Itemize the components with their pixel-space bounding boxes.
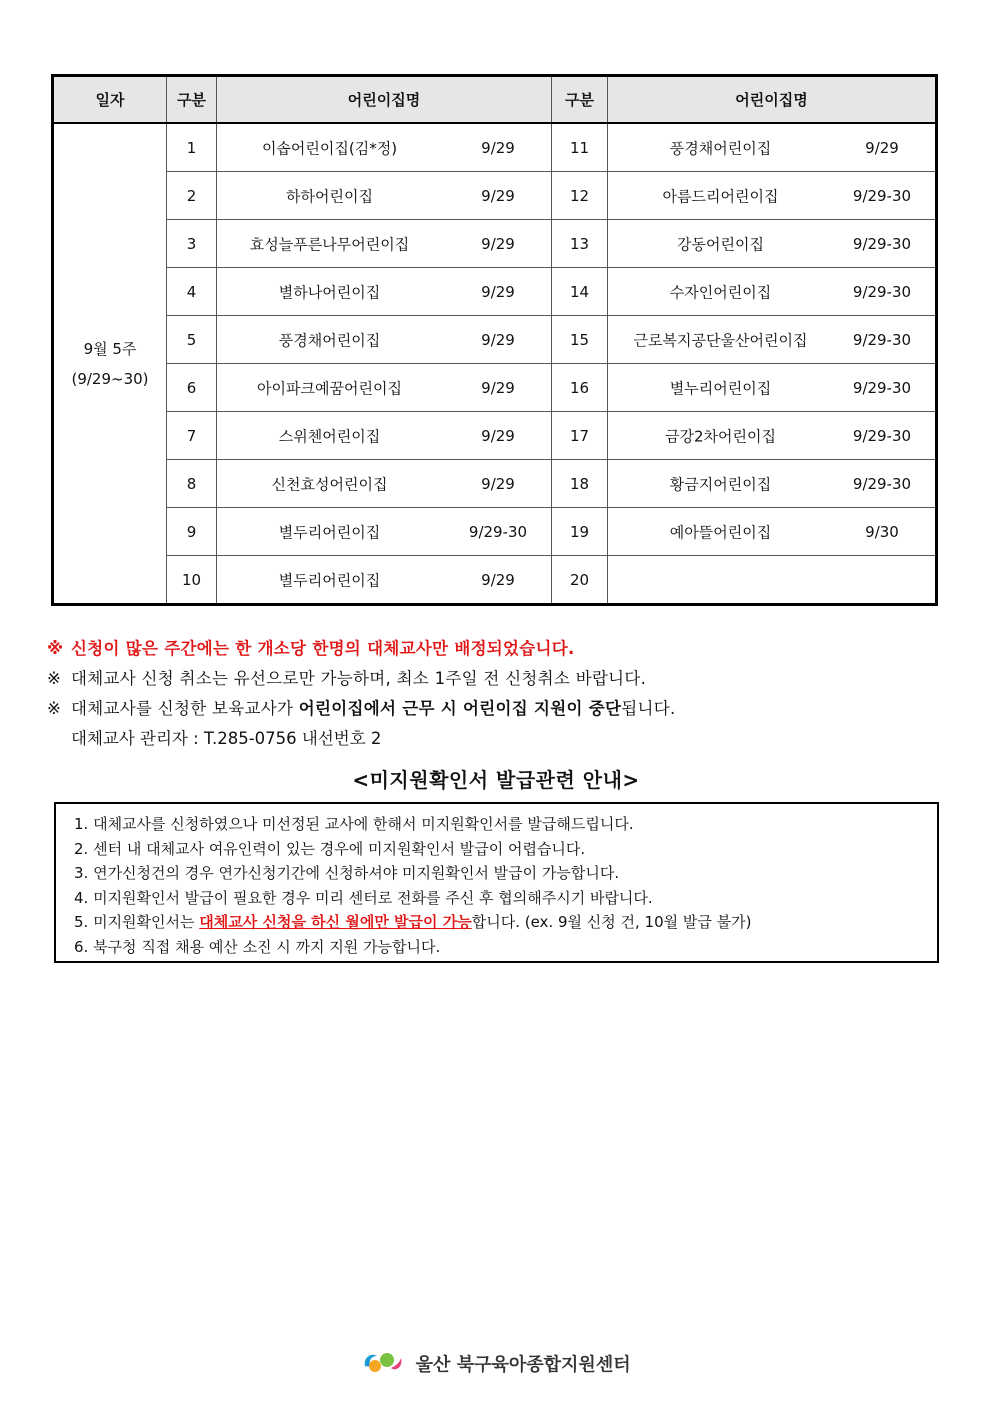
row-no: 9 <box>167 508 217 556</box>
support-date: 9/29 <box>481 138 515 157</box>
note-assignment-limit <box>47 634 947 664</box>
daycare-name: 황금지어린이집 <box>669 475 772 493</box>
row-no: 14 <box>552 268 608 316</box>
daycare-name: 풍경채어린이집 <box>669 139 772 157</box>
daycare-name: 풍경채어린이집 <box>278 331 381 349</box>
daycare-cell <box>608 316 937 364</box>
note-text <box>71 694 676 724</box>
support-date: 9/29 <box>481 282 515 301</box>
daycare-name: 별누리어린이집 <box>669 379 772 397</box>
daycare-name: 별두리어린이집 <box>278 571 381 589</box>
note-text: 대체교사 신청 취소는 유선으로만 가능하며, 최소 1주일 전 신청취소 바랍니다. <box>71 669 647 688</box>
support-date: 9/29-30 <box>852 378 912 397</box>
header-date: 일자 <box>53 76 167 124</box>
note-mark: ※ <box>47 639 64 658</box>
table-row <box>53 460 937 508</box>
daycare-name: 별하나어린이집 <box>278 283 381 301</box>
daycare-cell <box>608 556 937 605</box>
daycare-name: 하하어린이집 <box>286 187 373 205</box>
note-cancel-policy <box>47 664 947 694</box>
manager-contact: 대체교사 관리자 : T.285-0756 내선번호 2 <box>71 729 382 748</box>
daycare-cell <box>217 316 552 364</box>
info-line-3: 3. 연가신청건의 경우 연가신청기간에 신청하셔야 미지원확인서 발급이 가능합니다. <box>74 864 620 882</box>
footer-org-name: 울산 북구육아종합지원센터 <box>415 1354 631 1376</box>
notes <box>47 634 947 754</box>
daycare-cell <box>217 508 552 556</box>
row-no: 6 <box>167 364 217 412</box>
note-mark: ※ <box>47 699 62 718</box>
row-no: 4 <box>167 268 217 316</box>
daycare-name: 신천효성어린이집 <box>271 475 388 493</box>
footer <box>0 1346 992 1381</box>
support-date: 9/29 <box>481 330 515 349</box>
row-no: 17 <box>552 412 608 460</box>
daycare-cell <box>608 508 937 556</box>
daycare-cell <box>217 268 552 316</box>
daycare-name: 수자인어린이집 <box>669 283 772 301</box>
table-row <box>53 508 937 556</box>
header-name-right: 어린이집명 <box>608 76 937 124</box>
row-no: 10 <box>167 556 217 605</box>
daycare-cell <box>608 220 937 268</box>
info-line-5 <box>74 910 937 935</box>
daycare-cell <box>608 364 937 412</box>
row-no: 18 <box>552 460 608 508</box>
support-date: 9/29-30 <box>852 330 912 349</box>
daycare-name: 예아뜰어린이집 <box>669 523 772 541</box>
row-no: 2 <box>167 172 217 220</box>
period-range: (9/29~30) <box>71 369 149 388</box>
daycare-name: 강동어린이집 <box>677 235 764 253</box>
row-no: 7 <box>167 412 217 460</box>
note-text: 신청이 많은 주간에는 한 개소당 한명의 대체교사만 배정되었습니다. <box>71 639 575 658</box>
header-name-left: 어린이집명 <box>217 76 552 124</box>
row-no: 13 <box>552 220 608 268</box>
info-line-1: 1. 대체교사를 신청하였으나 미선정된 교사에 한해서 미지원확인서를 발급해드립니다. <box>74 815 634 833</box>
row-no: 3 <box>167 220 217 268</box>
note-mark: ※ <box>47 669 62 688</box>
support-date: 9/29 <box>481 570 515 589</box>
daycare-name: 아이파크예꿈어린이집 <box>257 379 402 397</box>
info-line-5-highlight: 대체교사 신청을 하신 월에만 발급이 가능 <box>199 913 472 931</box>
row-no: 16 <box>552 364 608 412</box>
table-row <box>53 172 937 220</box>
table-row <box>53 123 937 172</box>
info-line-4: 4. 미지원확인서 발급이 필요한 경우 미리 센터로 전화를 주신 후 협의해주시기 바랍니다. <box>74 888 653 907</box>
support-date: 9/29-30 <box>852 282 912 301</box>
support-date: 9/29-30 <box>852 186 912 205</box>
daycare-cell <box>217 123 552 172</box>
row-no: 19 <box>552 508 608 556</box>
support-date: 9/29 <box>481 234 515 253</box>
info-line-5-pre: 5. 미지원확인서는 <box>74 913 200 931</box>
table-row <box>53 316 937 364</box>
support-date: 9/29 <box>481 426 515 445</box>
section-title: <미지원확인서 발급관련 안내> <box>352 768 640 792</box>
daycare-cell <box>608 460 937 508</box>
table-row <box>53 220 937 268</box>
info-line-2: 2. 센터 내 대체교사 여유인력이 있는 경우에 미지원확인서 발급이 어렵습니다. <box>74 839 586 858</box>
daycare-cell <box>608 172 937 220</box>
row-no: 12 <box>552 172 608 220</box>
daycare-cell <box>217 364 552 412</box>
row-no: 15 <box>552 316 608 364</box>
daycare-cell <box>608 123 937 172</box>
support-date: 9/29 <box>481 474 515 493</box>
daycare-cell <box>217 220 552 268</box>
substitute-teacher-table <box>51 74 938 606</box>
note-text-post: 됩니다. <box>621 699 676 718</box>
table-header-row <box>53 76 937 124</box>
header-no-right: 구분 <box>552 76 608 124</box>
table-row <box>53 364 937 412</box>
daycare-cell <box>217 460 552 508</box>
daycare-name: 금강2차어린이집 <box>665 427 776 445</box>
center-logo-icon <box>361 1346 405 1381</box>
row-no: 11 <box>552 123 608 172</box>
support-date: 9/29 <box>481 186 515 205</box>
support-date: 9/29-30 <box>852 234 912 253</box>
row-no: 20 <box>552 556 608 605</box>
daycare-name: 효성늘푸른나무어린이집 <box>249 235 410 253</box>
daycare-name: 이솝어린이집(김*정) <box>261 139 398 157</box>
period-cell <box>53 123 167 605</box>
row-no: 1 <box>167 123 217 172</box>
support-date: 9/29 <box>481 378 515 397</box>
daycare-name: 근로복지공단울산어린이집 <box>633 331 808 349</box>
table-row <box>53 268 937 316</box>
table-row <box>53 556 937 605</box>
info-line-5-post: 합니다. (ex. 9월 신청 건, 10월 발급 불가) <box>471 913 752 931</box>
support-date: 9/29-30 <box>852 474 912 493</box>
row-no: 8 <box>167 460 217 508</box>
header-no-left: 구분 <box>167 76 217 124</box>
daycare-cell <box>217 172 552 220</box>
info-line-6: 6. 북구청 직접 채용 예산 소진 시 까지 지원 가능합니다. <box>74 937 441 956</box>
period-week: 9월 5주 <box>83 339 137 358</box>
daycare-cell <box>217 412 552 460</box>
daycare-name: 별두리어린이집 <box>278 523 381 541</box>
note-text-bold: 어린이집에서 근무 시 어린이집 지원이 중단 <box>298 699 622 718</box>
non-support-certificate-info <box>54 802 939 963</box>
row-no: 5 <box>167 316 217 364</box>
daycare-cell <box>217 556 552 605</box>
support-date: 9/30 <box>865 522 899 541</box>
daycare-name: 스위첸어린이집 <box>278 427 381 445</box>
daycare-cell <box>608 412 937 460</box>
support-date: 9/29-30 <box>468 522 528 541</box>
note-support-stop <box>47 694 947 724</box>
support-date: 9/29 <box>865 138 899 157</box>
note-text-pre: 대체교사를 신청한 보육교사가 <box>71 699 299 718</box>
table-row <box>53 412 937 460</box>
daycare-name: 아름드리어린이집 <box>662 187 779 205</box>
support-date: 9/29-30 <box>852 426 912 445</box>
daycare-cell <box>608 268 937 316</box>
